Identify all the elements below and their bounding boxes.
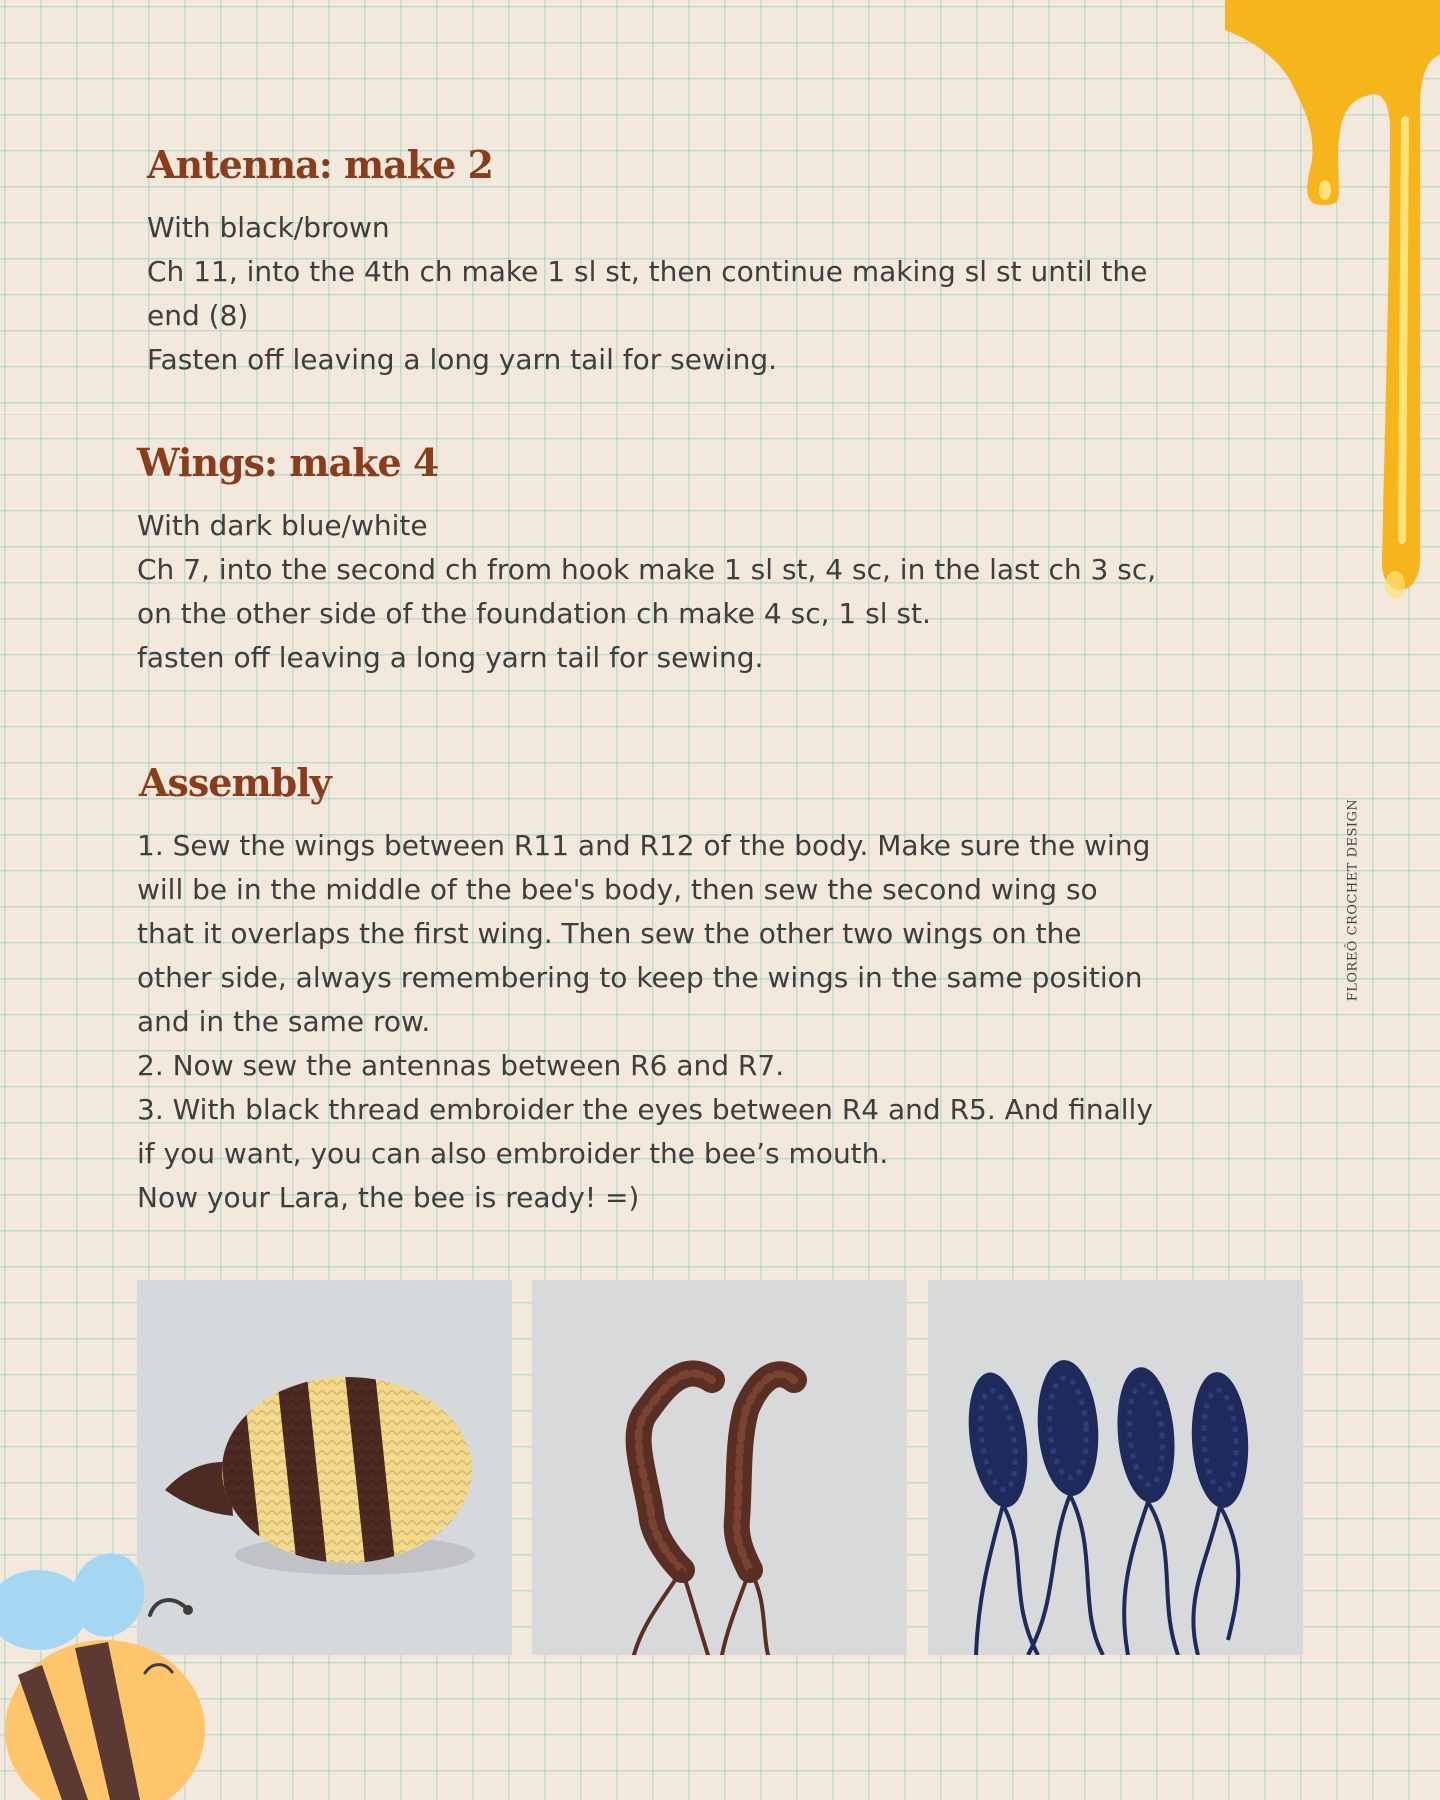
instruction-line: Fasten off leaving a long yarn tail for sewing. bbox=[147, 343, 778, 376]
instruction-line: will be in the middle of the bee's body, then sew the second wing so bbox=[137, 873, 1098, 906]
instruction-line: Now your Lara, the bee is ready! =) bbox=[137, 1181, 640, 1214]
wings-heading: Wings: make 4 bbox=[137, 440, 439, 485]
instruction-line: other side, always remembering to keep the wings in the same position bbox=[137, 961, 1143, 994]
instruction-line: end (8) bbox=[147, 299, 249, 332]
instruction-line: if you want, you can also embroider the bee’s mouth. bbox=[137, 1137, 889, 1170]
antennas-illustration bbox=[532, 1280, 907, 1655]
instruction-line: Ch 7, into the second ch from hook make 1 sl st, 4 sc, in the last ch 3 sc, bbox=[137, 553, 1157, 586]
instruction-line: 3. With black thread embroider the eyes between R4 and R5. And finally bbox=[137, 1093, 1153, 1126]
instruction-line: 1. Sew the wings between R11 and R12 of the body. Make sure the wing bbox=[137, 829, 1151, 862]
instruction-line: With dark blue/white bbox=[137, 509, 428, 542]
instruction-line: on the other side of the foundation ch make 4 sc, 1 sl st. bbox=[137, 597, 931, 630]
antenna-instructions bbox=[147, 206, 1147, 382]
brand-vertical-text: FLOREÔ CROCHET DESIGN bbox=[1345, 798, 1361, 1002]
paper-fold-line bbox=[0, 1228, 1440, 1231]
instruction-line: that it overlaps the first wing. Then sew the other two wings on the bbox=[137, 917, 1082, 950]
instruction-line: fasten off leaving a long yarn tail for sewing. bbox=[137, 641, 764, 674]
instruction-line: and in the same row. bbox=[137, 1005, 431, 1038]
honey-drip-decoration bbox=[1220, 0, 1440, 660]
photo-antennas bbox=[532, 1280, 907, 1655]
instruction-line: Ch 11, into the 4th ch make 1 sl st, then continue making sl st until the bbox=[147, 255, 1148, 288]
instruction-line: With black/brown bbox=[147, 211, 390, 244]
assembly-instructions bbox=[137, 824, 1153, 1220]
antenna-heading: Antenna: make 2 bbox=[147, 142, 493, 187]
assembly-heading: Assembly bbox=[139, 760, 331, 805]
wings-illustration bbox=[928, 1280, 1303, 1655]
instruction-line: 2. Now sew the antennas between R6 and R7. bbox=[137, 1049, 785, 1082]
photo-wings bbox=[928, 1280, 1303, 1655]
wings-instructions bbox=[137, 504, 1156, 680]
cartoon-bee-decoration bbox=[0, 1540, 240, 1800]
